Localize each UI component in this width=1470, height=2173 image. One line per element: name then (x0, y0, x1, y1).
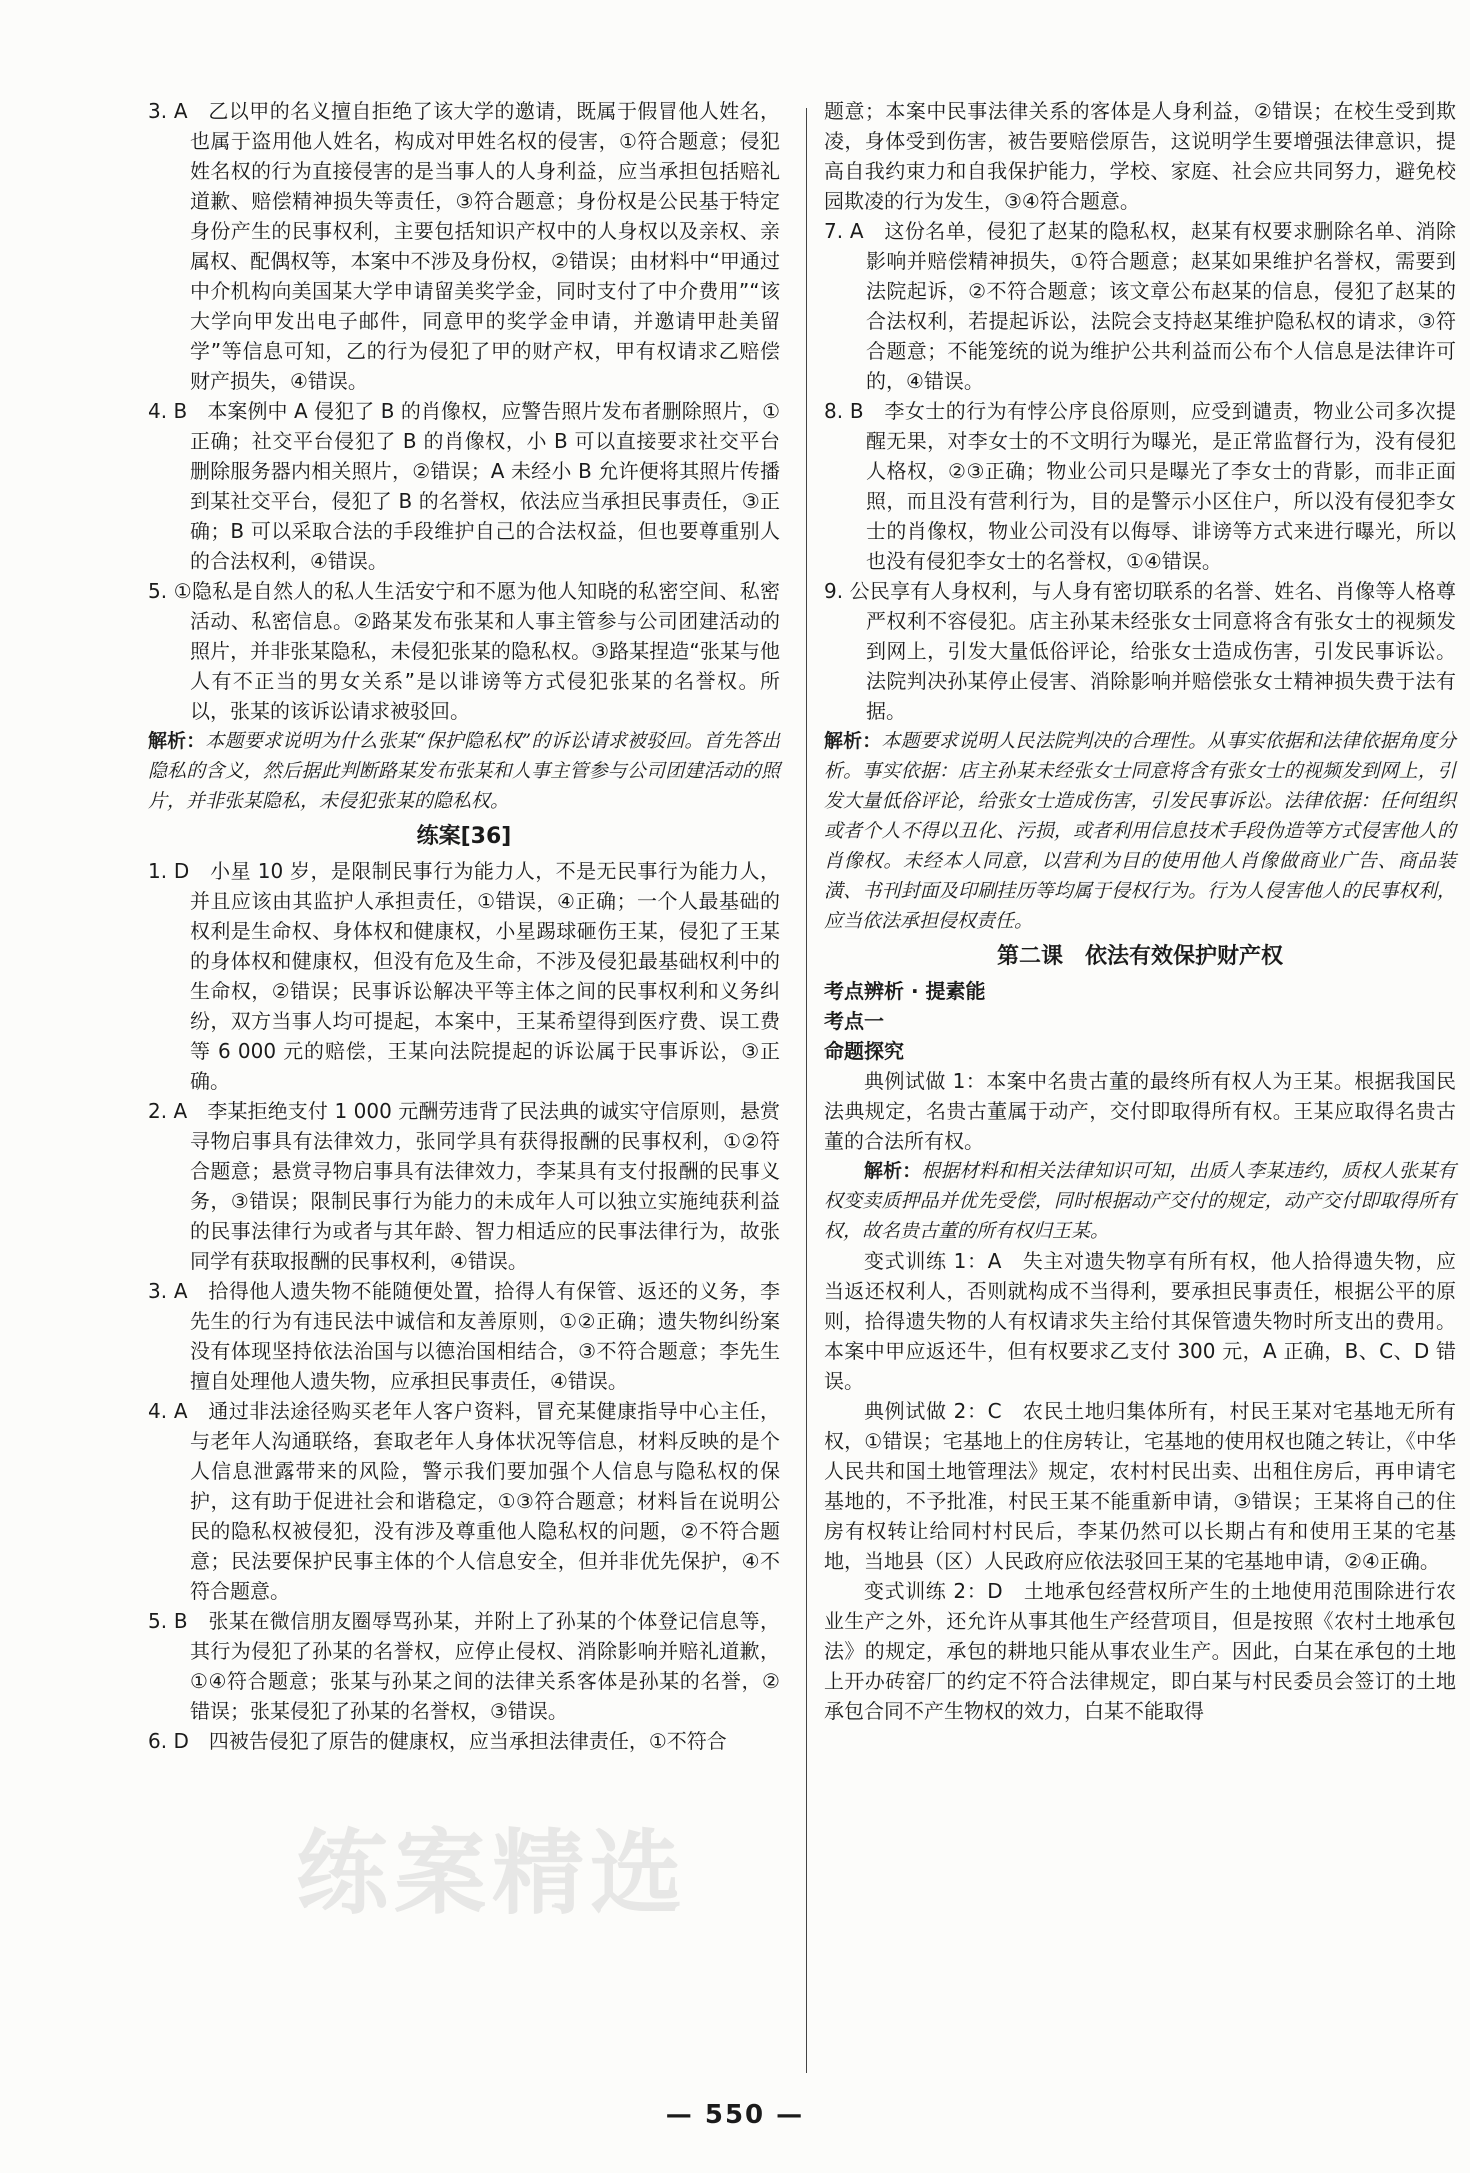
column-divider (806, 108, 807, 2073)
explanation-text: 本题要求说明人民法院判决的合理性。从事实依据和法律依据角度分析。事实依据：店主孙某未经张女士同意将含有张女士的视频发到网上，引发大量低俗评论，给张女士造成伤害，引发民事诉讼。法律依据：任何组织或者个人不得以丑化、污损，或者利用信息技术手段伪造等方式侵害他人的肖像权。未经本人同意，以营利为目的使用他人肖像做商业广告、商品装潢、书刊封面及印刷挂历等均属于侵权行为。行为人侵害他人的民事权利，应当依法承担侵权责任。 (824, 730, 1456, 932)
answer-item: 8. B 李女士的行为有悖公序良俗原则，应受到谴责，物业公司多次提醒无果，对李女士的不文明行为曝光，是正常监督行为，没有侵犯人格权，②③正确；物业公司只是曝光了李女士的背影，而非正面照，而且没有营利行为，目的是警示小区住户，所以没有侵犯李女士的肖像权，物业公司没有以侮辱、诽谤等方式来进行曝光，所以也没有侵犯李女士的名誉权，①④错误。 (824, 399, 1456, 573)
answer-item: 2. A 李某拒绝支付 1 000 元酬劳违背了民法典的诚实守信原则，悬赏寻物启事具有法律效力，张同学具有获得报酬的民事权利，①②符合题意；悬赏寻物启事具有法律效力，李某具有支付报酬的民事义务，③错误；限制民事行为能力的未成年人可以独立实施纯获利益的民事法律行为或者与其年龄、智力相适应的民事法律行为，故张同学有获取报酬的民事权利，④错误。 (148, 1099, 780, 1273)
explanation-text: 根据材料和相关法律知识可知，出质人李某违约，质权人张某有权变卖质押品并优先受偿，同时根据动产交付的规定，动产交付即取得所有权，故名贵古董的所有权归王某。 (824, 1160, 1456, 1242)
answer-paragraph: 典例试做 1：本案中名贵古董的最终所有权人为王某。根据我国民法典规定，名贵古董属于动产，交付即取得所有权。王某应取得名贵古董的合法所有权。 (824, 1069, 1456, 1153)
answer-paragraph: 典例试做 2：C 农民土地归集体所有，村民王某对宅基地无所有权，①错误；宅基地上的住房转让，宅基地的使用权也随之转让，《中华人民共和国土地管理法》规定，农村村民出卖、出租住房后，再申请宅基地的，不予批准，村民王某不能重新申请，③错误；王某将自己的住房有权转让给同村村民后，李某仍然可以长期占有和使用王某的宅基地，当地县（区）人民政府应依法驳回王某的宅基地申请，②④正确。 (824, 1399, 1456, 1573)
explanation-text: 本题要求说明为什么张某“保护隐私权”的诉讼请求被驳回。首先答出隐私的含义，然后据此判断路某发布张某和人事主管参与公司团建活动的照片，并非张某隐私，未侵犯张某的隐私权。 (148, 730, 780, 812)
answer-item: 7. A 这份名单，侵犯了赵某的隐私权，赵某有权要求删除名单、消除影响并赔偿精神损失，①符合题意；赵某如果维护名誉权，需要到法院起诉，②不符合题意；该文章公布赵某的信息，侵犯了赵某的合法权利，若提起诉讼，法院会支持赵某维护隐私权的请求，③符合题意；不能笼统的说为维护公共利益而公布个人信息是法律许可的，④错误。 (824, 219, 1456, 393)
answer-item: 4. B 本案例中 A 侵犯了 B 的肖像权，应警告照片发布者删除照片，①正确；社交平台侵犯了 B 的肖像权，小 B 可以直接要求社交平台删除服务器内相关照片，②错误；A 未经小 B 允许便将其照片传播到某社交平台，侵犯了 B 的名誉权，依法应当承担民事责任，③正确；B 可以采取合法的手段维护自己的合法权益，但也要尊重别人的合法权利，④错误。 (148, 399, 780, 573)
answer-item: 3. A 乙以甲的名义擅自拒绝了该大学的邀请，既属于假冒他人姓名，也属于盗用他人姓名，构成对甲姓名权的侵害，①符合题意；侵犯姓名权的行为直接侵害的是当事人的人身利益，应当承担包括赔礼道歉、赔偿精神损失等责任，③符合题意；身份权是公民基于特定身份产生的民事权利，主要包括知识产权中的人身权以及亲权、亲属权、配偶权等，本案中不涉及身份权，②错误；由材料中“甲通过中介机构向美国某大学申请留美奖学金，同时支付了中介费用”“该大学向甲发出电子邮件，同意甲的奖学金申请，并邀请甲赴美留学”等信息可知，乙的行为侵犯了甲的财产权，甲有权请求乙赔偿财产损失，④错误。 (148, 99, 780, 393)
answer-paragraph: 变式训练 2：D 土地承包经营权所产生的土地使用范围除进行农业生产之外，还允许从事其他生产经营项目，但是按照《农村土地承包法》的规定，承包的耕地只能从事农业生产。因此，白某在承包的土地上开办砖窑厂的约定不符合法律规定，即白某与村民委员会签订的土地承包合同不产生物权的效力，白某不能取得 (824, 1579, 1456, 1723)
right-column (824, 96, 1456, 1726)
answer-item: 4. A 通过非法途径购买老年人客户资料，冒充某健康指导中心主任，与老年人沟通联络，套取老年人身体状况等信息，材料反映的是个人信息泄露带来的风险，警示我们要加强个人信息与隐私权的保护，这有助于促进社会和谐稳定，①③符合题意；材料旨在说明公民的隐私权被侵犯，没有涉及尊重他人隐私权的问题，②不符合题意；民法要保护民事主体的个人信息安全，但并非优先保护，④不符合题意。 (148, 1399, 780, 1603)
explanation-label: 解析： (148, 730, 206, 752)
lesson-title: 第二课 依法有效保护财产权 (996, 944, 1283, 969)
explanation (148, 726, 780, 816)
answer-item: 5. B 张某在微信朋友圈辱骂孙某，并附上了孙某的个体登记信息等，其行为侵犯了孙某的名誉权，应停止侵权、消除影响并赔礼道歉，①④符合题意；张某与孙某之间的法律关系客体是孙某的名誉，②错误；张某侵犯了孙某的名誉权，③错误。 (148, 1609, 780, 1723)
subheading: 考点辨析 · 提素能 (824, 979, 986, 1003)
subheading: 命题探究 (824, 1039, 904, 1063)
answer-item: 5. ①隐私是自然人的私人生活安宁和不愿为他人知晓的私密空间、私密活动、私密信息。②路某发布张某和人事主管参与公司团建活动的照片，并非张某隐私，未侵犯张某的隐私权。③路某捏造“张某与他人有不正当的男女关系”是以诽谤等方式侵犯张某的名誉权。所以，张某的该诉讼请求被驳回。 (148, 579, 780, 723)
left-column (148, 96, 780, 1756)
watermark: 练案精选 (296, 1820, 689, 1927)
page-number: — 550 — (665, 2100, 805, 2130)
section-title: 练案[36] (416, 824, 512, 849)
answer-paragraph: 变式训练 1：A 失主对遗失物享有所有权，他人拾得遗失物，应当返还权利人，否则就构成不当得利，要承担民事责任，根据公平的原则，拾得遗失物的人有权请求失主给付其保管遗失物时所支出的费用。本案中甲应返还牛，但有权要求乙支付 300 元，A 正确，B、C、D 错误。 (824, 1249, 1456, 1393)
answer-item: 6. D 四被告侵犯了原告的健康权，应当承担法律责任，①不符合 (148, 1729, 727, 1753)
subheading: 考点一 (824, 1009, 884, 1033)
explanation-label: 解析： (864, 1160, 922, 1182)
answer-item: 9. 公民享有人身权利，与人身有密切联系的名誉、姓名、肖像等人格尊严权利不容侵犯。店主孙某未经张女士同意将含有张女士的视频发到网上，引发大量低俗评论，给张女士造成伤害，引发民事诉讼。法院判决孙某停止侵害、消除影响并赔偿张女士精神损失费于法有据。 (824, 579, 1456, 723)
explanation-label: 解析： (824, 730, 882, 752)
explanation (824, 726, 1456, 936)
explanation (824, 1156, 1456, 1246)
answer-item: 3. A 拾得他人遗失物不能随便处置，拾得人有保管、返还的义务，李先生的行为有违民法中诚信和友善原则，①②正确；遗失物纠纷案没有体现坚持依法治国与以德治国相结合，③不符合题意；李先生擅自处理他人遗失物，应承担民事责任，④错误。 (148, 1279, 780, 1393)
answer-item: 1. D 小星 10 岁，是限制民事行为能力人，不是无民事行为能力人，并且应该由其监护人承担责任，①错误，④正确；一个人最基础的权利是生命权、身体权和健康权，小星踢球砸伤王某，侵犯了王某的身体权和健康权，但没有危及生命，不涉及侵犯最基础权利中的生命权，②错误；民事诉讼解决平等主体之间的民事权利和义务纠纷，双方当事人均可提起，本案中，王某希望得到医疗费、误工费等 6 000 元的赔偿，王某向法院提起的诉讼属于民事诉讼，③正确。 (148, 859, 780, 1093)
answer-continuation: 题意；本案中民事法律关系的客体是人身利益，②错误；在校生受到欺凌，身体受到伤害，被告要赔偿原告，这说明学生要增强法律意识，提高自我约束力和自我保护能力，学校、家庭、社会应共同努力，避免校园欺凌的行为发生，③④符合题意。 (824, 99, 1456, 213)
